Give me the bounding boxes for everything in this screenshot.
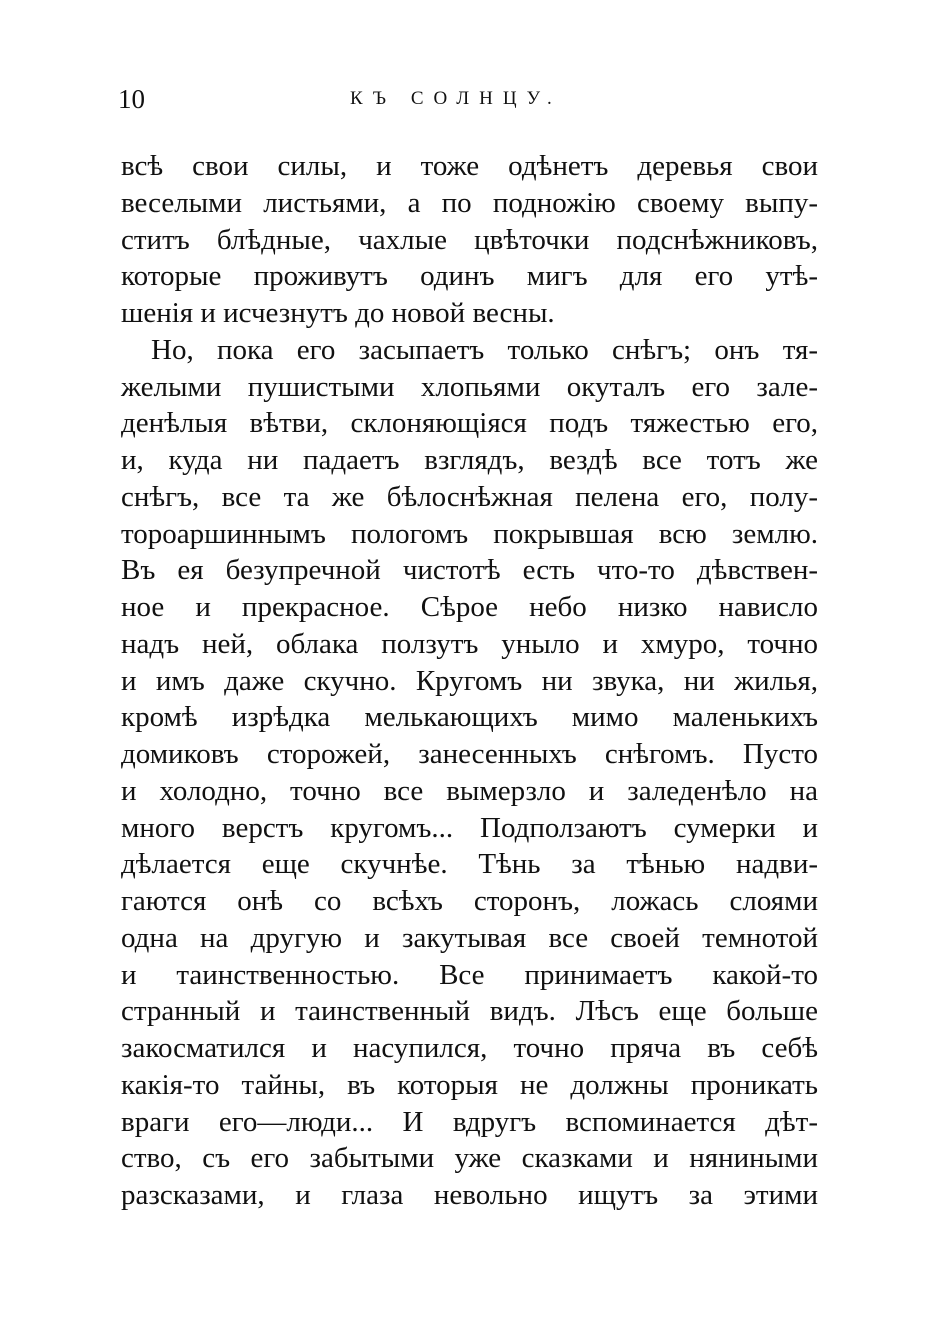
- text-line: надъ ней, облака ползутъ уныло и хмуро, точно: [121, 627, 818, 660]
- text-line: денѣлыя вѣтви, склоняющіяся подъ тяжестью его,: [121, 407, 818, 440]
- text-line: которые проживутъ одинъ мигъ для его утѣ-: [121, 260, 818, 293]
- page-header: [118, 82, 818, 116]
- body-text: [121, 148, 818, 1214]
- text-line: кромѣ изрѣдка мелькающихъ мимо маленькихъ: [121, 701, 818, 734]
- text-line: и, куда ни падаетъ взглядъ, вездѣ все тотъ же: [121, 444, 818, 476]
- text-line: дѣлается еще скучнѣе. Тѣнь за тѣнью надви-: [121, 848, 818, 881]
- text-line: ство, съ его забытыми уже сказками и няниными: [121, 1142, 818, 1175]
- text-line: ститъ блѣдные, чахлые цвѣточки подснѣжниковъ,: [121, 223, 818, 256]
- text-line: враги его—люди... И вдругъ вспоминается дѣт-: [121, 1105, 818, 1138]
- page-number: 10: [118, 84, 145, 114]
- text-line: Въ ея безупречной чистотѣ есть что-то дѣвствен-: [121, 554, 818, 587]
- text-line: закосматился и насупился, точно пряча въ себѣ: [121, 1032, 818, 1064]
- text-line: всѣ свои силы, и тоже одѣнетъ деревья свои: [121, 150, 818, 182]
- text-line: разсказами, и глаза невольно ищутъ за этими: [121, 1179, 818, 1211]
- text-line: желыми пушистыми хлопьями окуталъ его зале-: [121, 370, 818, 403]
- text-line: и холодно, точно все вымерзло и заледенѣло на: [121, 774, 818, 807]
- text-line: много верстъ кругомъ... Подползаютъ сумерки и: [121, 811, 818, 844]
- text-line: ное и прекрасное. Сѣрое небо низко нависло: [121, 591, 818, 623]
- text-line: тороаршиннымъ пологомъ покрывшая всю землю.: [121, 517, 818, 550]
- text-line: снѣгъ, все та же бѣлоснѣжная пелена его, полу-: [121, 480, 818, 513]
- text-line: и таинственностью. Все принимаетъ какой-то: [121, 958, 818, 991]
- text-line: Но, пока его засыпаетъ только снѣгъ; онъ тя-: [151, 333, 818, 366]
- text-line: домиковъ сторожей, занесенныхъ снѣгомъ. Пусто: [121, 738, 818, 770]
- text-line: какія-то тайны, въ которыя не должны проникать: [121, 1068, 818, 1101]
- text-line: одна на другую и закутывая все своей темнотой: [121, 921, 818, 954]
- text-line: и имъ даже скучно. Кругомъ ни звука, ни жилья,: [121, 664, 818, 697]
- text-line: странный и таинственный видъ. Лѣсъ еще больше: [121, 995, 818, 1028]
- text-line: гаются онѣ со всѣхъ сторонъ, ложась слоями: [121, 885, 818, 917]
- text-line: веселыми листьями, а по подножію своему выпу-: [121, 186, 818, 219]
- running-title: КЪ СОЛНЦУ.: [350, 88, 562, 109]
- text-line: шенія и исчезнутъ до новой весны.: [121, 297, 555, 329]
